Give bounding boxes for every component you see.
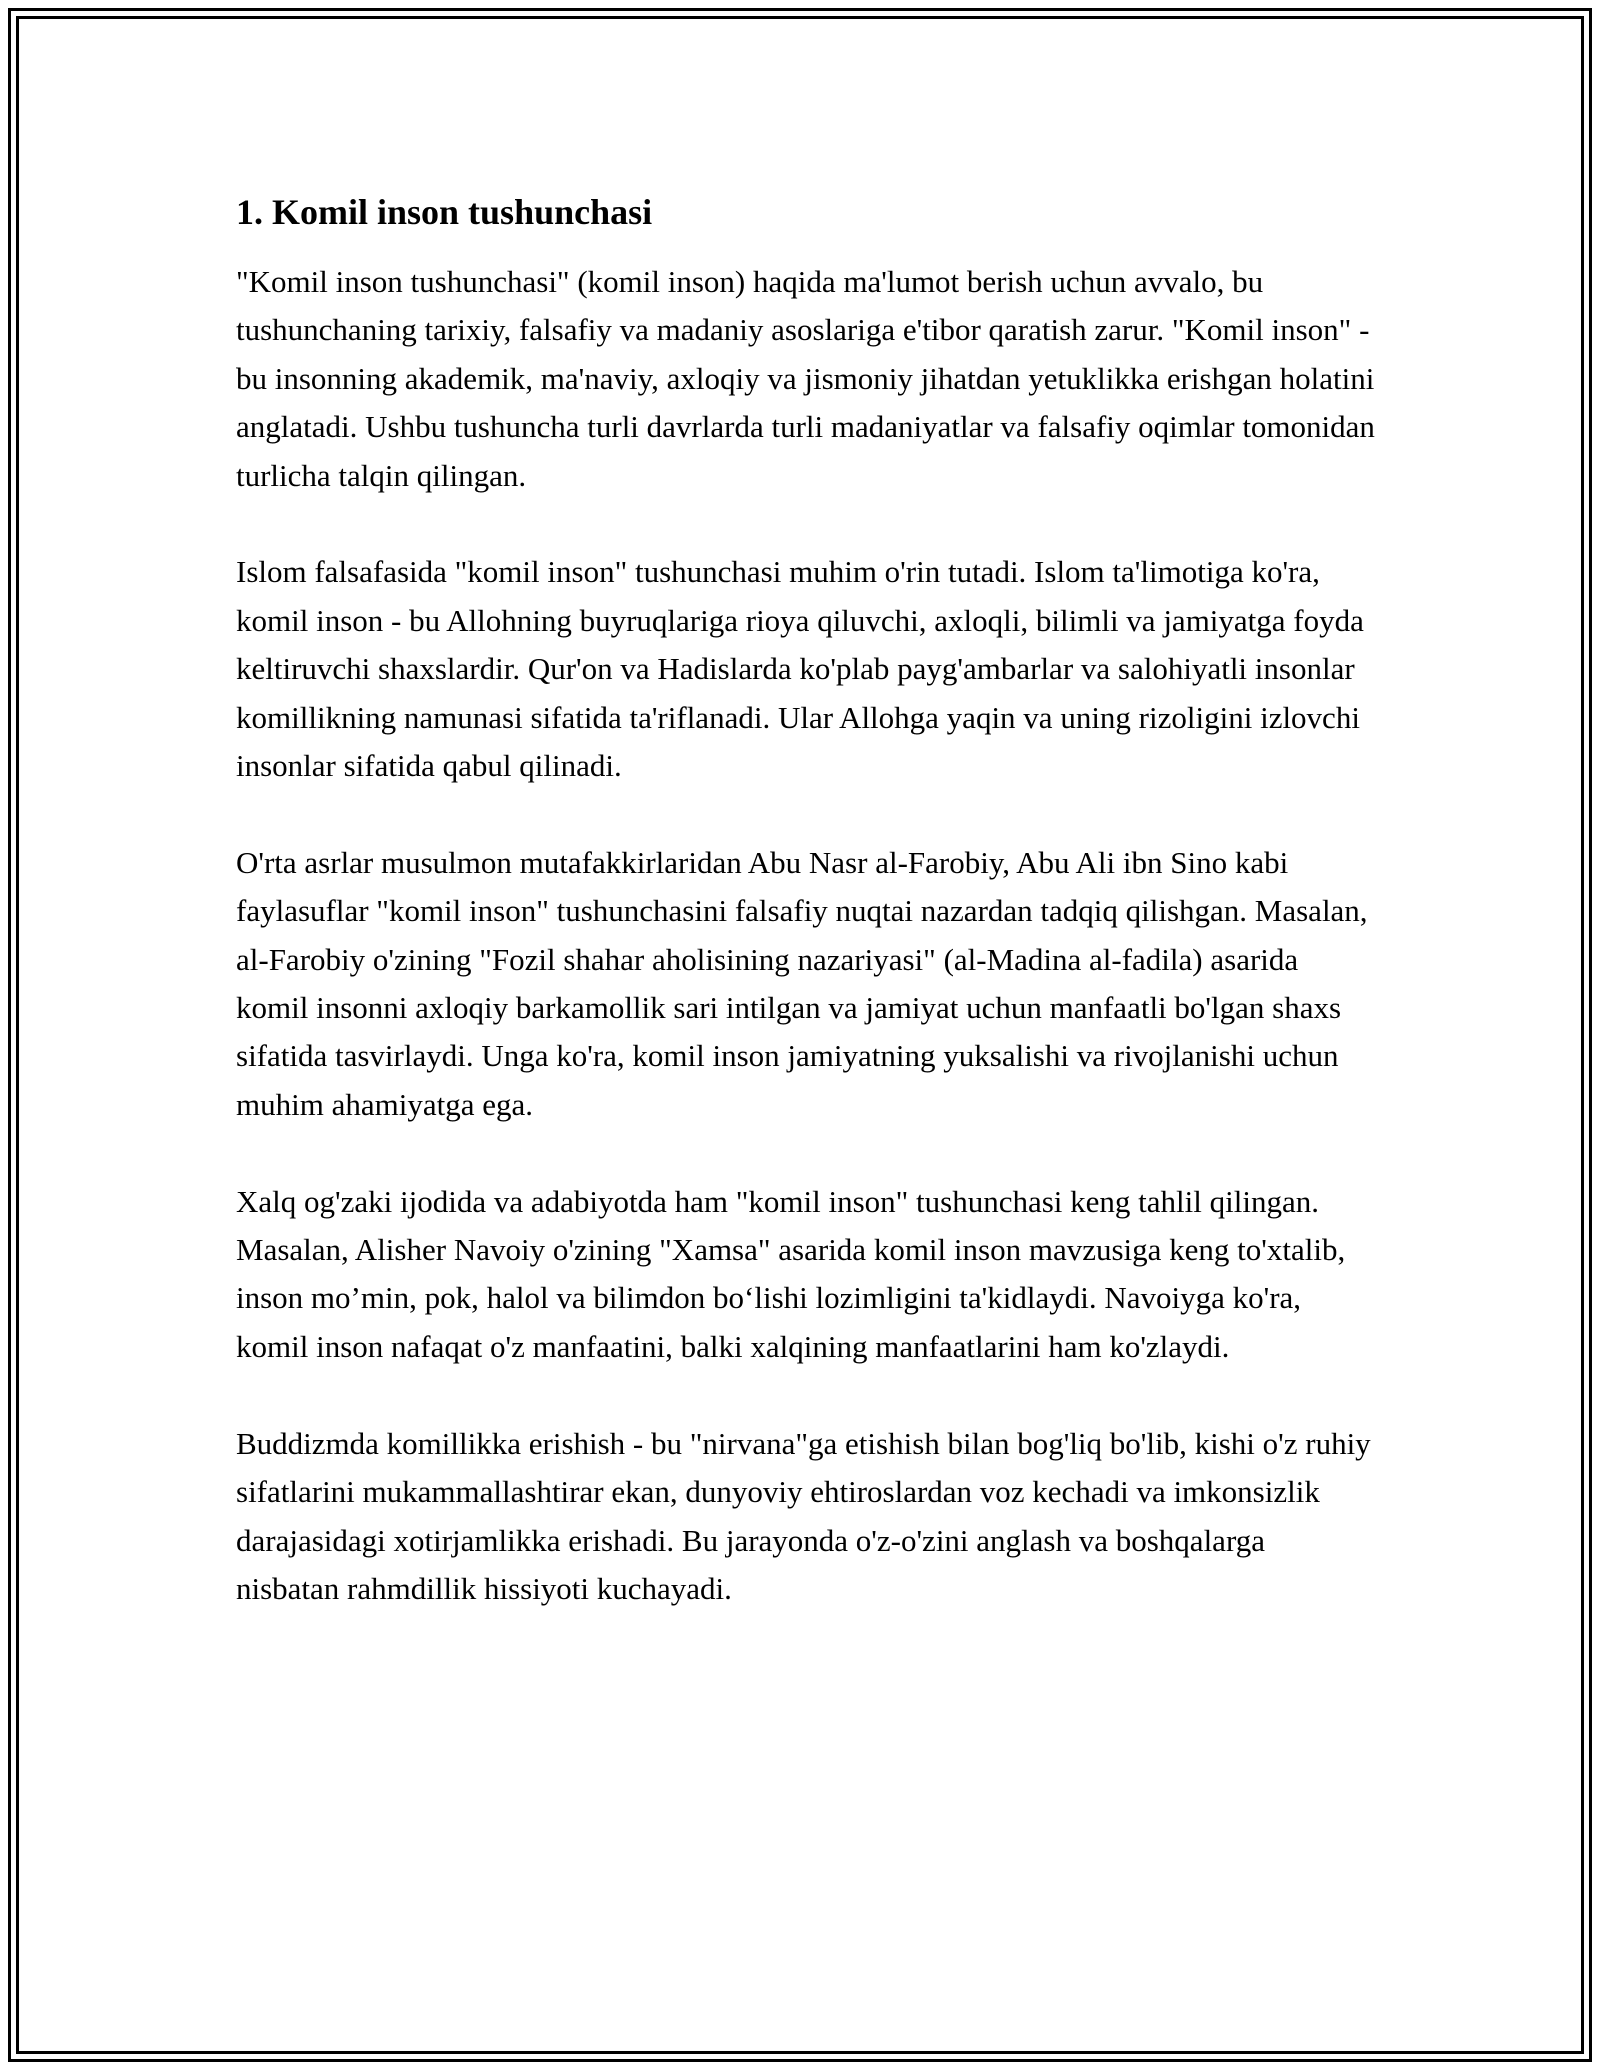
document-body (236, 188, 1376, 1662)
section-heading: 1. Komil inson tushunchasi (236, 192, 653, 232)
paragraph-buddhism: Buddizmda komillikka erishish - bu "nirvana"ga etishish bilan bog'liq bo'lib, kishi o'z ruhiy sifatlarini mukammallashtirar ekan, dunyoviy ehtiroslardan voz kechadi va imkonsizlik darajasidagi xotirjamlikka erishadi. Bu jarayonda o'z-o'zini anglash va boshqalarga nisbatan rahmdillik hissiyoti kuchayadi. (236, 1425, 1371, 1606)
paragraph-medieval-thinkers: O'rta asrlar musulmon mutafakkirlaridan Abu Nasr al-Farobiy, Abu Ali ibn Sino kabi faylasuflar "komil inson" tushunchasini falsafiy nuqtai nazardan tadqiq qilishgan. Masalan, al-Farobiy o'zining "Fozil shahar aholisining nazariyasi" (al-Madina al-fadila) asarida komil insonni axloqiy barkamollik sari intilgan va jamiyat uchun manfaatli bo'lgan shaxs sifatida tasvirlaydi. Unga ko'ra, komil inson jamiyatning yuksalishi va rivojlanishi uchun muhim ahamiyatga ega. (236, 844, 1368, 1122)
paragraph-islam: Islom falsafasida "komil inson" tushunchasi muhim o'rin tutadi. Islom ta'limotiga ko'ra, komil inson - bu Allohning buyruqlariga rioya qiluvchi, axloqli, bilimli va jamiyatga foyda keltiruvchi shaxslardir. Qur'on va Hadislarda ko'plab payg'ambarlar va salohiyatli insonlar komillikning namunasi sifatida ta'riflanadi. Ular Allohga yaqin va uning rizoligini izlovchi insonlar sifatida qabul qilinadi. (236, 554, 1364, 784)
paragraph-folklore-literature: Xalq og'zaki ijodida va adabiyotda ham "komil inson" tushunchasi keng tahlil qilingan. Masalan, Alisher Navoiy o'zining "Xamsa" asarida komil inson mavzusiga keng to'xtalib, inson mo’min, pok, halol va bilimdon bo‘lishi lozimligini ta'kidlaydi. Navoiyga ko'ra, komil inson nafaqat o'z manfaatini, balki xalqining manfaatlarini ham ko'zlaydi. (236, 1183, 1346, 1364)
paragraph-definition: "Komil inson tushunchasi" (komil inson) haqida ma'lumot berish uchun avvalo, bu tushunchaning tarixiy, falsafiy va madaniy asoslariga e'tibor qaratish zarur. "Komil inson" - bu insonning akademik, ma'naviy, axloqiy va jismoniy jihatdan yetuklikka erishgan holatini anglatadi. Ushbu tushuncha turli davrlarda turli madaniyatlar va falsafiy oqimlar tomonidan turlicha talqin qilingan. (236, 264, 1375, 493)
